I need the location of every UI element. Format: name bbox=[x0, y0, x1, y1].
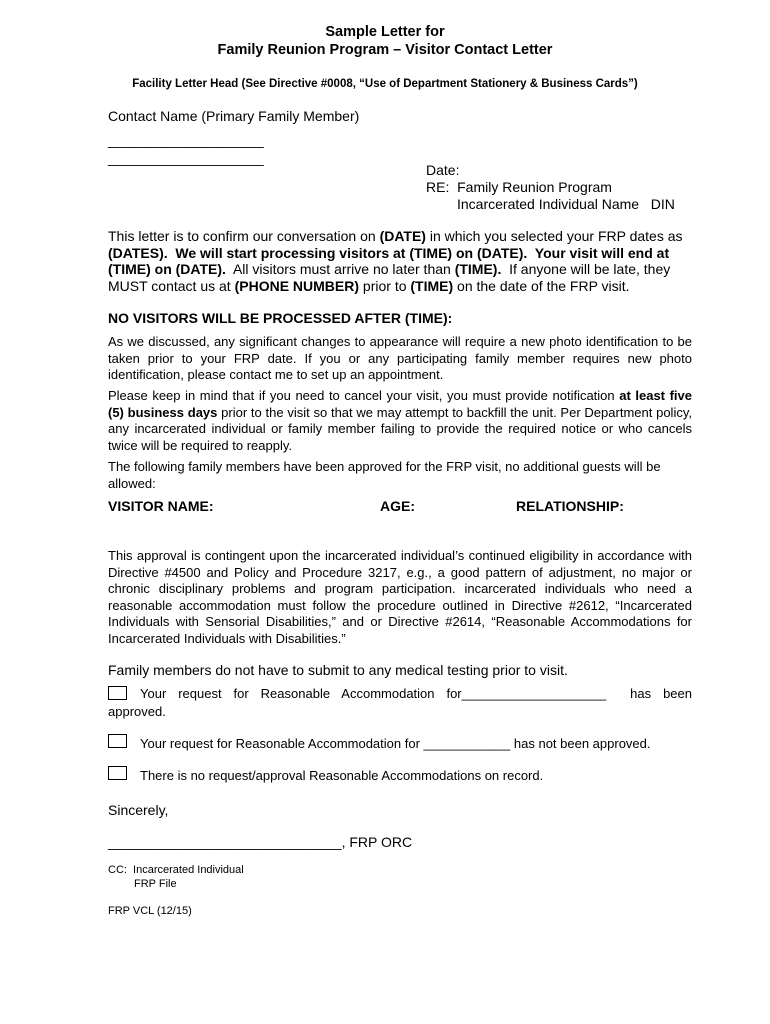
title-line-1: Sample Letter for bbox=[325, 24, 445, 40]
confirm-text-2: in which you selected your FRP dates as bbox=[425, 228, 683, 244]
no-visitors-heading: NO VISITORS WILL BE PROCESSED AFTER (TIME): bbox=[108, 310, 453, 326]
confirm-text-1: This letter is to confirm our conversation on bbox=[108, 228, 380, 244]
title-line-2: Family Reunion Program – Visitor Contact Letter bbox=[217, 42, 553, 58]
visitor-name-header: VISITOR NAME: bbox=[108, 498, 214, 514]
paragraph-confirm bbox=[108, 228, 692, 294]
accommodation-not-approved-checkbox[interactable] bbox=[108, 734, 127, 748]
confirm-time-placeholder: (TIME). bbox=[454, 261, 502, 277]
confirm-text-6: prior to bbox=[359, 277, 411, 294]
cancel-text-2: prior to the visit so that we may attempt to backfill the unit. Per Department policy, any incarcerated individual or family member failing to provide the required notice or who cancels twice will be required to reapply. bbox=[108, 404, 692, 453]
cc-line-2: FRP File bbox=[134, 878, 177, 890]
confirm-time-placeholder-2: (TIME) bbox=[410, 277, 454, 294]
relationship-header: RELATIONSHIP: bbox=[516, 498, 624, 514]
confirm-bold-line: (DATES). We will start processing visitors at (TIME) on (DATE). Your visit will end at bbox=[108, 244, 670, 261]
no-request-text: There is no request/approval Reasonable Accommodations on record. bbox=[140, 768, 544, 783]
re-line: RE: Family Reunion Program bbox=[426, 179, 612, 195]
phone-number-placeholder: (PHONE NUMBER) bbox=[234, 277, 360, 294]
letterhead-note: Facility Letter Head (See Directive #0008, “Use of Department Stationery & Business Cards”) bbox=[132, 78, 638, 90]
confirm-time-date: (TIME) on (DATE). bbox=[108, 261, 226, 277]
confirm-text-3: All visitors must arrive no later than bbox=[225, 261, 455, 277]
paragraph-contingent: This approval is contingent upon the incarcerated individual’s continued eligibility in accordance with Directive #4500 and Policy and Procedure 3217, e.g., a good pattern of adjustment, no major or chronic disciplinary problems and program participation. incarcerated individuals who need a reasonable accommodation must follow the procedure outlined in Directive #2612, “Incarcerated Individuals with Sensorial Disabilities,” and or Directive #2614, “Reasonable Accommodations for Incarcerated Individuals with Disabilities.” bbox=[108, 548, 692, 646]
confirm-text-7: on the date of the FRP visit. bbox=[453, 277, 630, 294]
paragraph-photo-id: As we discussed, any significant changes to appearance will require a new photo identification to be taken prior to your FRP date. If you or any participating family member requires new photo identification, please contact me to set up an appointment. bbox=[108, 334, 692, 382]
confirm-text-5: MUST contact us at bbox=[108, 277, 235, 294]
age-header: AGE: bbox=[380, 498, 415, 514]
contact-name-label: Contact Name (Primary Family Member) bbox=[108, 108, 360, 124]
accommodation-approved-text-2: approved. bbox=[108, 704, 166, 719]
contact-blank-line-1: ____________________ bbox=[108, 132, 264, 148]
re-subline: Incarcerated Individual Name DIN bbox=[457, 196, 675, 212]
contact-blank-line-2: ____________________ bbox=[108, 150, 264, 166]
paragraph-medical-testing: Family members do not have to submit to any medical testing prior to visit. bbox=[108, 662, 568, 678]
confirm-date-placeholder: (DATE) bbox=[379, 228, 426, 244]
cancel-notice-bold: at least five (5) business days bbox=[108, 388, 692, 420]
signature-line: ______________________________, FRP ORC bbox=[108, 834, 413, 850]
form-id: FRP VCL (12/15) bbox=[108, 905, 192, 917]
paragraph-approved-members: The following family members have been approved for the FRP visit, no additional guests will be allowed: bbox=[108, 459, 661, 491]
cancel-text-1: Please keep in mind that if you need to cancel your visit, you must provide notification bbox=[108, 388, 620, 403]
accommodation-approved-text: Your request for Reasonable Accommodation for____________________ has been bbox=[140, 686, 692, 701]
accommodation-approved-checkbox[interactable] bbox=[108, 686, 127, 700]
no-request-checkbox[interactable] bbox=[108, 766, 127, 780]
confirm-text-4: If anyone will be late, they bbox=[501, 261, 671, 277]
cc-line-1: CC: Incarcerated Individual bbox=[108, 864, 244, 876]
accommodation-not-approved-text: Your request for Reasonable Accommodation for ____________ has not been approved. bbox=[140, 736, 651, 751]
date-label: Date: bbox=[426, 162, 460, 178]
paragraph-cancel bbox=[108, 388, 692, 454]
sincerely: Sincerely, bbox=[108, 802, 169, 818]
